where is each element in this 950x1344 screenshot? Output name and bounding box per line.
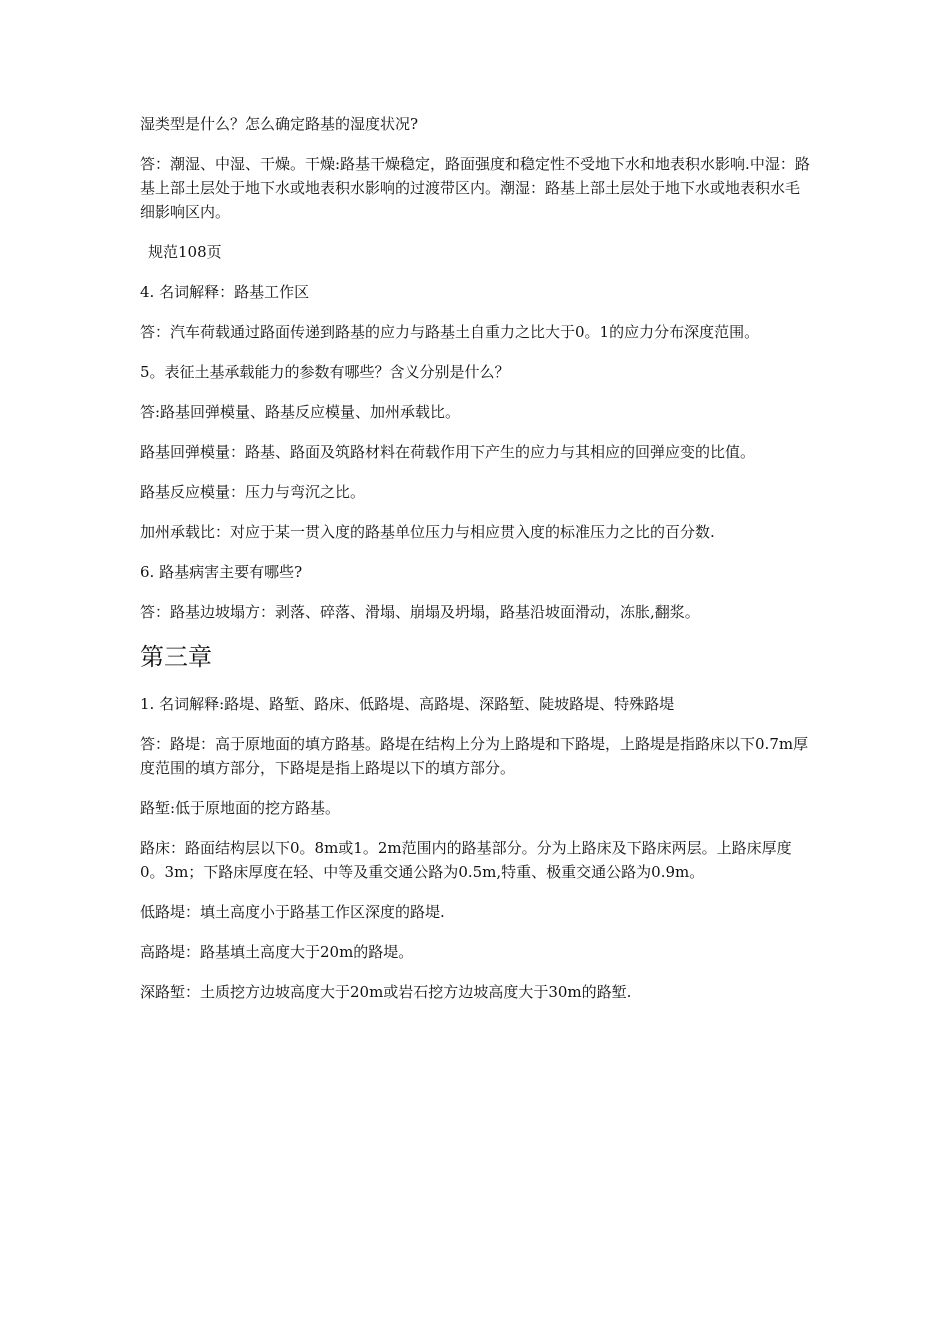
- definition-high-embankment: 高路堤：路基填土高度大于20m的路堤。: [140, 943, 414, 961]
- definition-cutting: 路堑:低于原地面的挖方路基。: [140, 799, 341, 817]
- definition-deep-cutting: 深路堑：土质挖方边坡高度大于20m或岩石挖方边坡高度大于30m的路堑.: [140, 983, 632, 1001]
- definition-cbr: 加州承载比：对应于某一贯入度的路基单位压力与相应贯入度的标准压力之比的百分数.: [140, 523, 715, 541]
- answer-4: 答：汽车荷载通过路面传递到路基的应力与路基土自重力之比大于0。1的应力分布深度范围。: [140, 323, 760, 341]
- question-6: 6. 路基病害主要有哪些?: [140, 563, 303, 581]
- chapter3-question-1: 1. 名词解释:路堤、路堑、路床、低路堤、高路堤、深路堑、陡坡路堤、特殊路堤: [140, 695, 675, 713]
- definition-reaction-modulus: 路基反应模量：压力与弯沉之比。: [140, 483, 366, 501]
- answer-5: 答:路基回弹模量、路基反应模量、加州承载比。: [140, 403, 461, 421]
- definition-resilient-modulus: 路基回弹模量：路基、路面及筑路材料在荷载作用下产生的应力与其相应的回弹应变的比值。: [140, 443, 756, 461]
- document-body: [140, 112, 812, 1020]
- reference-note: 规范108页: [148, 243, 222, 261]
- definition-subgrade-bed: 路床：路面结构层以下0。8m或1。2m范围内的路基部分。分为上路床及下路床两层。上路床厚度0。3m；下路床厚度在轻、中等及重交通公路为0.5m,特重、极重交通公路为0.9m。: [140, 839, 792, 881]
- question-4: 4. 名词解释：路基工作区: [140, 283, 310, 301]
- question-5: 5。表征土基承载能力的参数有哪些？含义分别是什么？: [140, 363, 510, 381]
- definition-low-embankment: 低路堤：填土高度小于路基工作区深度的路堤.: [140, 903, 445, 921]
- chapter-heading: 第三章: [140, 643, 212, 671]
- question-continuation: 湿类型是什么？怎么确定路基的湿度状况?: [140, 115, 419, 133]
- answer-paragraph: 答：潮湿、中湿、干燥。干燥:路基干燥稳定，路面强度和稳定性不受地下水和地表积水影响.中湿：路基上部土层处于地下水或地表积水影响的过渡带区内。潮湿：路基上部土层处于地下水或地表积水毛细影响区内。: [140, 155, 810, 221]
- definition-embankment: 答：路堤：高于原地面的填方路基。路堤在结构上分为上路堤和下路堤，上路堤是指路床以下0.7m厚度范围的填方部分，下路堤是指上路堤以下的填方部分。: [140, 735, 809, 777]
- answer-6: 答：路基边坡塌方：剥落、碎落、滑塌、崩塌及坍塌，路基沿坡面滑动，冻胀,翻浆。: [140, 603, 700, 621]
